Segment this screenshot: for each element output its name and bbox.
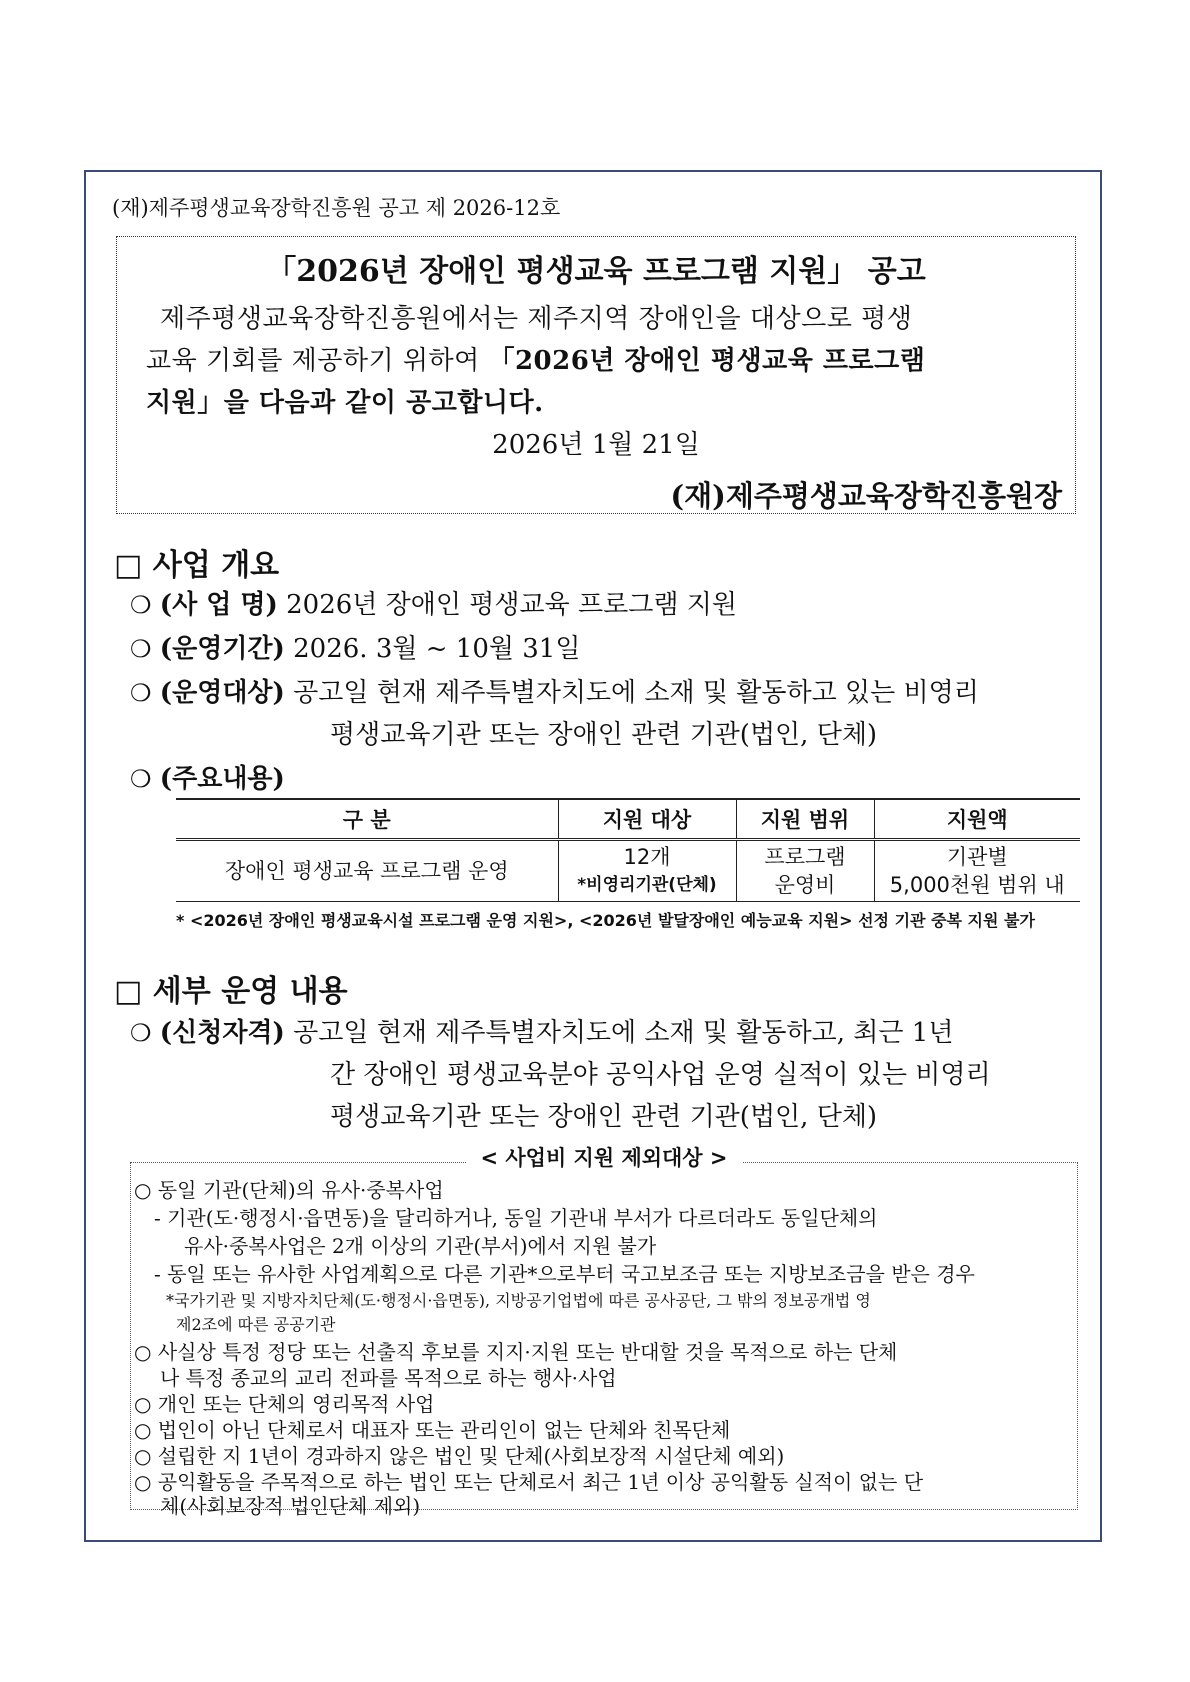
exclusion-line: 나 특정 종교의 교리 전파를 목적으로 하는 행사·사업 <box>160 1366 617 1390</box>
exclusion-line: ○ 법인이 아닌 단체로서 대표자 또는 관리인이 없는 단체와 친목단체 <box>134 1418 731 1442</box>
table-cell-amount: 기관별 5,000천원 범위 내 <box>874 840 1080 902</box>
section-heading-details: □ 세부 운영 내용 <box>114 974 348 1009</box>
overview-item-name: ❍ (사 업 명) 2026년 장애인 평생교육 프로그램 지원 <box>130 590 737 620</box>
overview-item-target: ❍ (운영대상) 공고일 현재 제주특별자치도에 소재 및 활동하고 있는 비영리 <box>130 678 979 708</box>
support-table <box>176 798 1080 902</box>
table-cell-target: 12개 *비영리기관(단체) <box>558 840 736 902</box>
circle-bullet-icon: ❍ <box>130 1019 152 1047</box>
table-header: 지원액 <box>874 799 1080 840</box>
eligibility-line-2: 간 장애인 평생교육분야 공익사업 운영 실적이 있는 비영리 <box>330 1060 991 1090</box>
exclusion-line: 유사·중복사업은 2개 이상의 기관(부서)에서 지원 불가 <box>184 1234 657 1258</box>
exclusion-line: ○ 설립한 지 1년이 경과하지 않은 법인 및 단체(사회보장적 시설단체 예외) <box>134 1444 785 1468</box>
circle-bullet-icon: ❍ <box>130 635 152 663</box>
announcement-date: 2026년 1월 21일 <box>492 430 700 460</box>
table-header: 지원 대상 <box>558 799 736 840</box>
table-header-row <box>176 799 1080 840</box>
table-cell-scope: 프로그램 운영비 <box>736 840 874 902</box>
exclusion-note: *국가기관 및 지방자치단체(도·행정시·읍면동), 지방공기업법에 따른 공사공단, 그 밖의 정보공개법 영 <box>166 1291 871 1310</box>
section-heading-overview: □ 사업 개요 <box>114 548 280 583</box>
circle-bullet-icon: ❍ <box>130 679 152 707</box>
eligibility-item: ❍ (신청자격) 공고일 현재 제주특별자치도에 소재 및 활동하고, 최근 1년 <box>130 1018 954 1048</box>
exclusions-title: < 사업비 지원 제외대상 > <box>130 1142 1078 1172</box>
table-header: 지원 범위 <box>736 799 874 840</box>
intro-line-1: 제주평생교육장학진흥원에서는 제주지역 장애인을 대상으로 평생 <box>160 304 913 334</box>
eligibility-line-3: 평생교육기관 또는 장애인 관련 기관(법인, 단체) <box>330 1102 878 1132</box>
exclusion-line: ○ 사실상 특정 정당 또는 선출직 후보를 지지·지원 또는 반대할 것을 목적으로 하는 단체 <box>134 1340 898 1364</box>
table-row <box>176 840 1080 902</box>
intro-line-2: 교육 기회를 제공하기 위하여 「2026년 장애인 평생교육 프로그램 <box>146 346 926 376</box>
overview-item-period: ❍ (운영기간) 2026. 3월 ~ 10월 31일 <box>130 634 581 664</box>
circle-bullet-icon: ❍ <box>130 591 152 619</box>
circle-bullet-icon: ❍ <box>130 765 152 793</box>
table-cell-category: 장애인 평생교육 프로그램 운영 <box>176 840 558 902</box>
page-title: 「2026년 장애인 평생교육 프로그램 지원」 공고 <box>266 254 926 289</box>
signatory: (재)제주평생교육장학진흥원장 <box>670 479 1062 513</box>
exclusion-line: ○ 개인 또는 단체의 영리목적 사업 <box>134 1392 435 1416</box>
overview-item-content: ❍ (주요내용) <box>130 764 285 794</box>
exclusion-line: - 동일 또는 유사한 사업계획으로 다른 기관*으로부터 국고보조금 또는 지방보조금을 받은 경우 <box>154 1262 975 1286</box>
notice-number: (재)제주평생교육장학진흥원 공고 제 2026-12호 <box>112 196 561 220</box>
table-header: 구 분 <box>176 799 558 840</box>
exclusion-line: ○ 동일 기관(단체)의 유사·중복사업 <box>134 1178 444 1202</box>
exclusion-note: 제2조에 따른 공공기관 <box>176 1315 336 1334</box>
overview-item-target-cont: 평생교육기관 또는 장애인 관련 기관(법인, 단체) <box>330 720 878 750</box>
exclusion-line: - 기관(도·행정시·읍면동)을 달리하거나, 동일 기관내 부서가 다르더라도 동일단체의 <box>154 1206 878 1230</box>
table-footnote: * <2026년 장애인 평생교육시설 프로그램 운영 지원>, <2026년 발달장애인 예능교육 지원> 선정 기관 중복 지원 불가 <box>176 911 1035 930</box>
intro-line-3: 지원」을 다음과 같이 공고합니다. <box>146 388 544 418</box>
exclusion-line: 체(사회보장적 법인단체 제외) <box>160 1494 421 1518</box>
exclusion-line: ○ 공익활동을 주목적으로 하는 법인 또는 단체로서 최근 1년 이상 공익활동 실적이 없는 단 <box>134 1470 924 1494</box>
